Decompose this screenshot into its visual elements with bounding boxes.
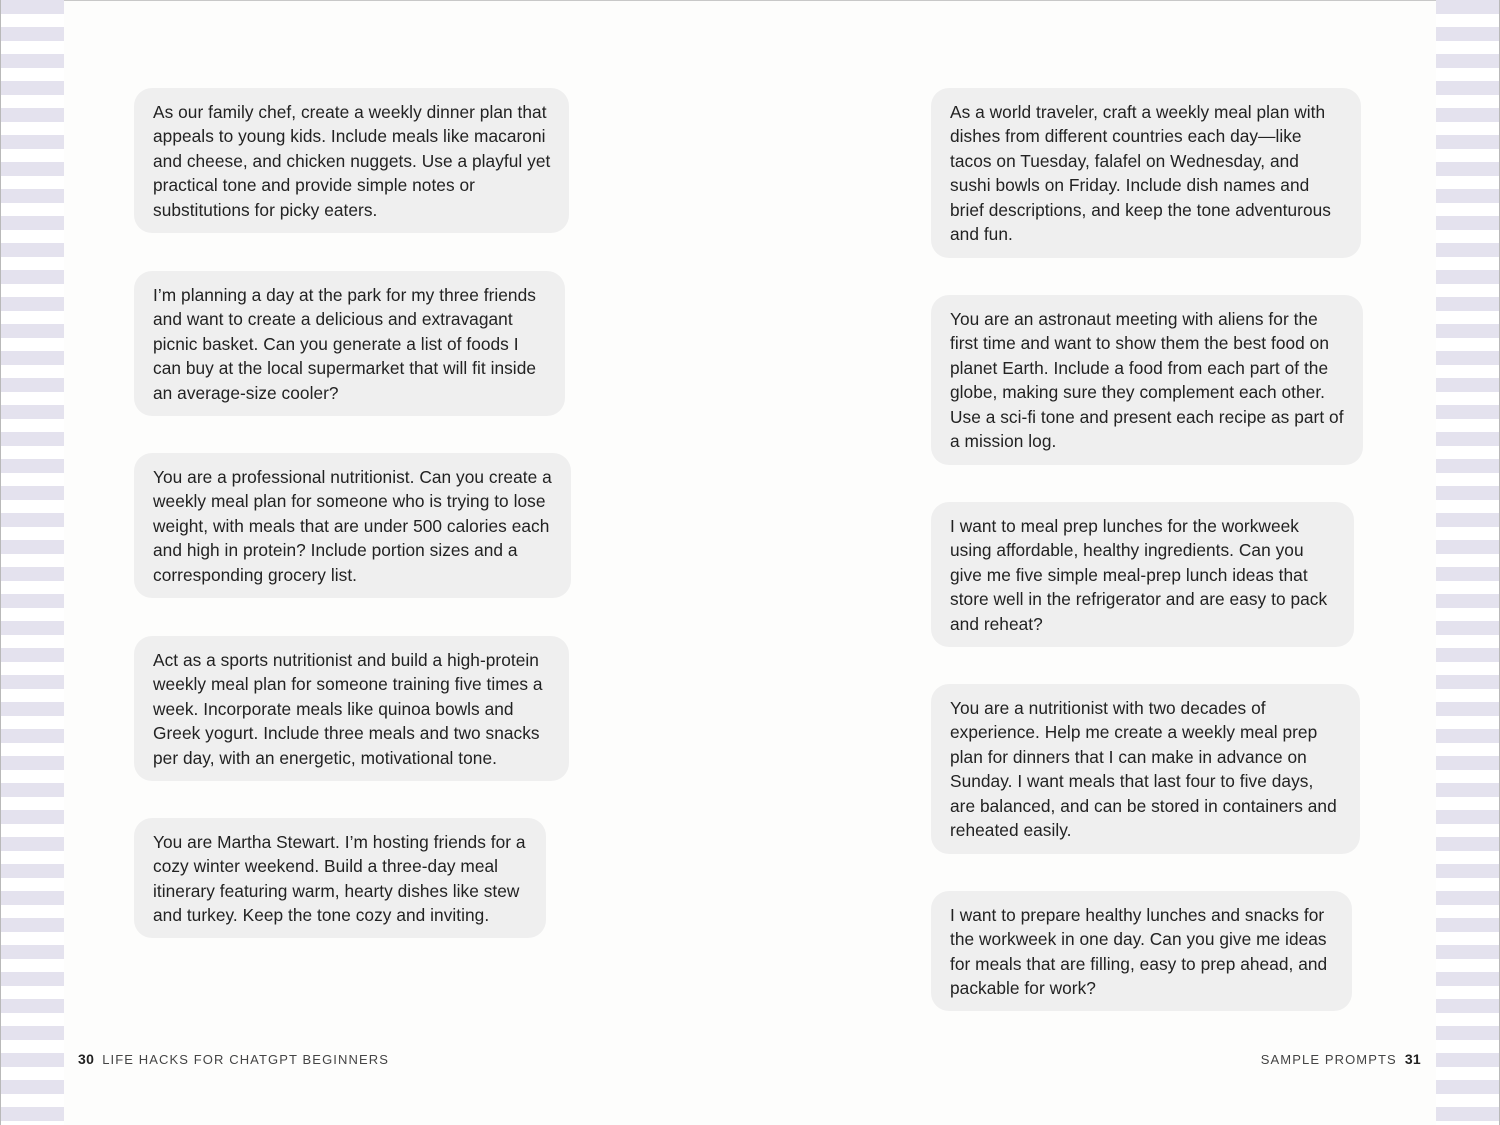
running-title: LIFE HACKS FOR CHATGPT BEGINNERS (102, 1052, 390, 1067)
prompt-bubble: You are Martha Stewart. I’m hosting friends for a cozy winter weekend. Build a three-day meal itinerary featuring warm, hearty dishes like stew and turkey. Keep the tone cozy and inviting. (134, 818, 546, 938)
prompt-bubble: You are a nutritionist with two decades of experience. Help me create a weekly meal prep plan for dinners that I can make in advance on Sunday. I want meals that last four to five days, are balanced, and can be stored in containers and reheated easily. (931, 684, 1360, 854)
prompt-bubble: I want to meal prep lunches for the workweek using affordable, healthy ingredients. Can you give me five simple meal-prep lunch ideas that store well in the refrigerator and are easy to pack and reheat? (931, 502, 1354, 647)
prompt-bubble: I want to prepare healthy lunches and snacks for the workweek in one day. Can you give me ideas for meals that are filling, easy to prep ahead, and packable for work? (931, 891, 1352, 1011)
left-page-footer (78, 1051, 389, 1067)
page-number: 30 (78, 1051, 95, 1067)
prompt-bubble: You are an astronaut meeting with aliens for the first time and want to show them the best food on planet Earth. Include a food from each part of the globe, making sure they complement each other. Use a sci-fi tone and present each recipe as part of a mission log. (931, 295, 1363, 465)
left-frame-line (0, 0, 1, 1125)
right-edge-stripe-decoration (1436, 0, 1500, 1125)
prompt-bubble: Act as a sports nutritionist and build a high-protein weekly meal plan for someone training five times a week. Incorporate meals like quinoa bowls and Greek yogurt. Include three meals and two snacks per day, with an energetic, motivational tone. (134, 636, 569, 781)
prompt-bubble: As our family chef, create a weekly dinner plan that appeals to young kids. Include meals like macaroni and cheese, and chicken nuggets. Use a playful yet practical tone and provide simple notes or substitutions for picky eaters. (134, 88, 569, 233)
prompt-bubble: As a world traveler, craft a weekly meal plan with dishes from different countries each day—like tacos on Tuesday, falafel on Wednesday, and sushi bowls on Friday. Include dish names and brief descriptions, and keep the tone adventurous and fun. (931, 88, 1361, 258)
running-title: SAMPLE PROMPTS (1260, 1052, 1397, 1067)
right-page-footer (1261, 1051, 1421, 1067)
left-edge-stripe-decoration (0, 0, 64, 1125)
page-top-edge (0, 0, 1500, 1)
prompt-bubble: I’m planning a day at the park for my three friends and want to create a delicious and extravagant picnic basket. Can you generate a list of foods I can buy at the local supermarket that will fit inside an average-size cooler? (134, 271, 565, 416)
page-number: 31 (1404, 1051, 1421, 1067)
prompt-bubble: You are a professional nutritionist. Can you create a weekly meal plan for someone who is trying to lose weight, with meals that are under 500 calories each and high in protein? Include portion sizes and a corresponding grocery list. (134, 453, 571, 598)
